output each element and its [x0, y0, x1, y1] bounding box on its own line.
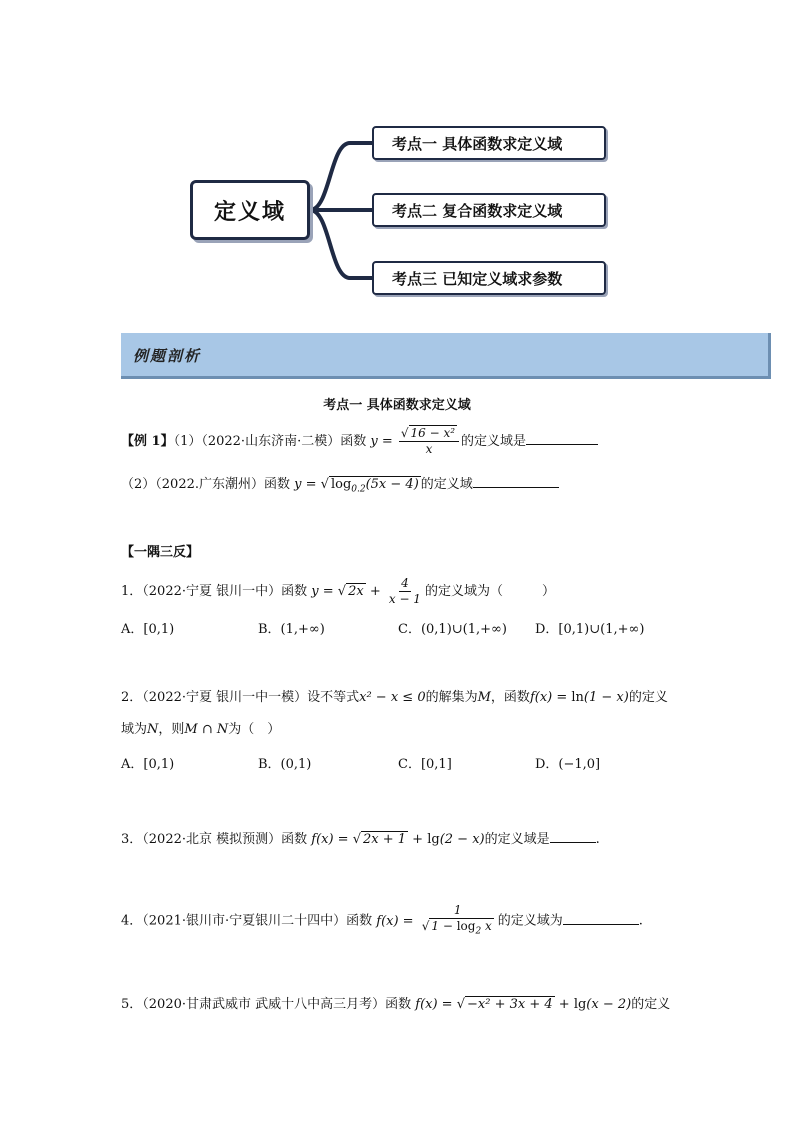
formula: y = √ $\log_{0.2}(5x - 4)$	[294, 477, 419, 495]
example-1-suffix: 的定义域是	[461, 434, 527, 449]
question-4-text: 4．（2021·银川市·宁夏银川二十四中）函数	[121, 913, 373, 929]
mindmap-node-1: 考点一 具体函数求定义域	[372, 126, 606, 160]
question-2-line-1	[121, 686, 668, 705]
q2-option-a[interactable]: A．[0,1)	[121, 757, 175, 772]
formula: f(x) = √ 2x + 1 + lg(2 − x)	[311, 832, 485, 847]
formula: f(x) = $\frac{1}{√ 1 - \log_2 x}$	[376, 903, 492, 937]
question-4-suffix: 的定义域为	[497, 913, 563, 929]
formula: y = √ 2x + $\frac{4}{x - 1}$	[311, 576, 421, 606]
mindmap-root: 定义域	[190, 180, 310, 240]
example-tag: 【例 1】	[121, 434, 174, 449]
mindmap-node-2: 考点二 复合函数求定义域	[372, 193, 606, 227]
example-2-text: （2）（2022.广东潮州）函数	[121, 477, 290, 492]
example-1-text: （1）（2022·山东济南·二模）函数	[173, 434, 367, 449]
section-title: 考点一 具体函数求定义域	[323, 398, 471, 413]
question-2-line-2-suffix: 为（ ）	[228, 722, 281, 737]
question-5-suffix: 的定义	[631, 997, 671, 1012]
banner-label: 例题剖析	[133, 347, 202, 365]
formula: f(x) = ln(1 − x)	[529, 690, 629, 705]
question-2-line-2-text: 域为	[121, 722, 148, 737]
example-1-part-1	[121, 426, 598, 457]
formula: N	[147, 722, 159, 737]
mindmap-node-3: 考点三 已知定义域求参数	[372, 261, 606, 295]
formula: x² − x ≤ 0	[359, 690, 426, 705]
section-banner	[121, 333, 771, 379]
formula: M	[477, 690, 491, 705]
question-2-text-mid: 的解集为	[425, 690, 478, 705]
formula: f(x) = √ −x² + 3x + 4 + lg(x − 2)	[415, 997, 632, 1012]
formula: M ∩ N	[184, 722, 229, 737]
q1-option-a[interactable]: A．[0,1)	[121, 622, 175, 637]
question-3: 3．（2022·北京 模拟预测）函数 f(x) = √ 2x + 1 + lg(2 − x)的定义域是 .	[121, 832, 600, 847]
question-1	[121, 576, 555, 607]
example-1-part-2	[121, 473, 559, 495]
question-2-line-2	[121, 718, 280, 737]
formula: y = $\frac{\text{√ 16 − x²}}{x}$	[370, 434, 461, 449]
question-5	[121, 993, 670, 1012]
question-1-text: 1．（2022·宁夏 银川一中）函数	[121, 584, 308, 599]
question-1-suffix: 的定义域为（ ）	[424, 584, 555, 599]
question-2-line-2-mid: ，则	[158, 722, 185, 737]
question-2-text: 2．（2022·宁夏 银川一中一模）设不等式	[121, 690, 360, 705]
q1-option-b[interactable]: B．(1,+∞)	[258, 622, 325, 637]
question-3-suffix: 的定义域是	[484, 832, 550, 847]
q2-option-b[interactable]: B．(0,1)	[258, 757, 312, 772]
answer-blank	[473, 475, 559, 488]
answer-blank	[563, 912, 639, 925]
q2-option-d[interactable]: D．(−1,0]	[535, 757, 601, 772]
answer-blank	[526, 432, 598, 445]
question-3-text: 3．（2022·北京 模拟预测）函数	[121, 832, 308, 847]
question-2-text-mid2: ，函数	[490, 690, 530, 705]
q1-option-d[interactable]: D．[0,1)∪(1,+∞)	[535, 622, 645, 637]
question-5-text: 5．（2020·甘肃武威市 武威十八中高三月考）函数	[121, 997, 412, 1012]
question-4: 4．（2021·银川市·宁夏银川二十四中）函数 f(x) = $\frac{1}{√ 1 - \log_2 x}$ 的定义域为 .	[121, 903, 643, 937]
answer-blank	[550, 830, 596, 843]
q1-option-c[interactable]: C．(0,1)∪(1,+∞)	[398, 622, 507, 637]
practice-header: 【一隅三反】	[121, 545, 200, 560]
question-2-suffix: 的定义	[628, 690, 668, 705]
q2-option-c[interactable]: C．[0,1]	[398, 757, 452, 772]
example-2-suffix: 的定义域	[420, 477, 473, 492]
